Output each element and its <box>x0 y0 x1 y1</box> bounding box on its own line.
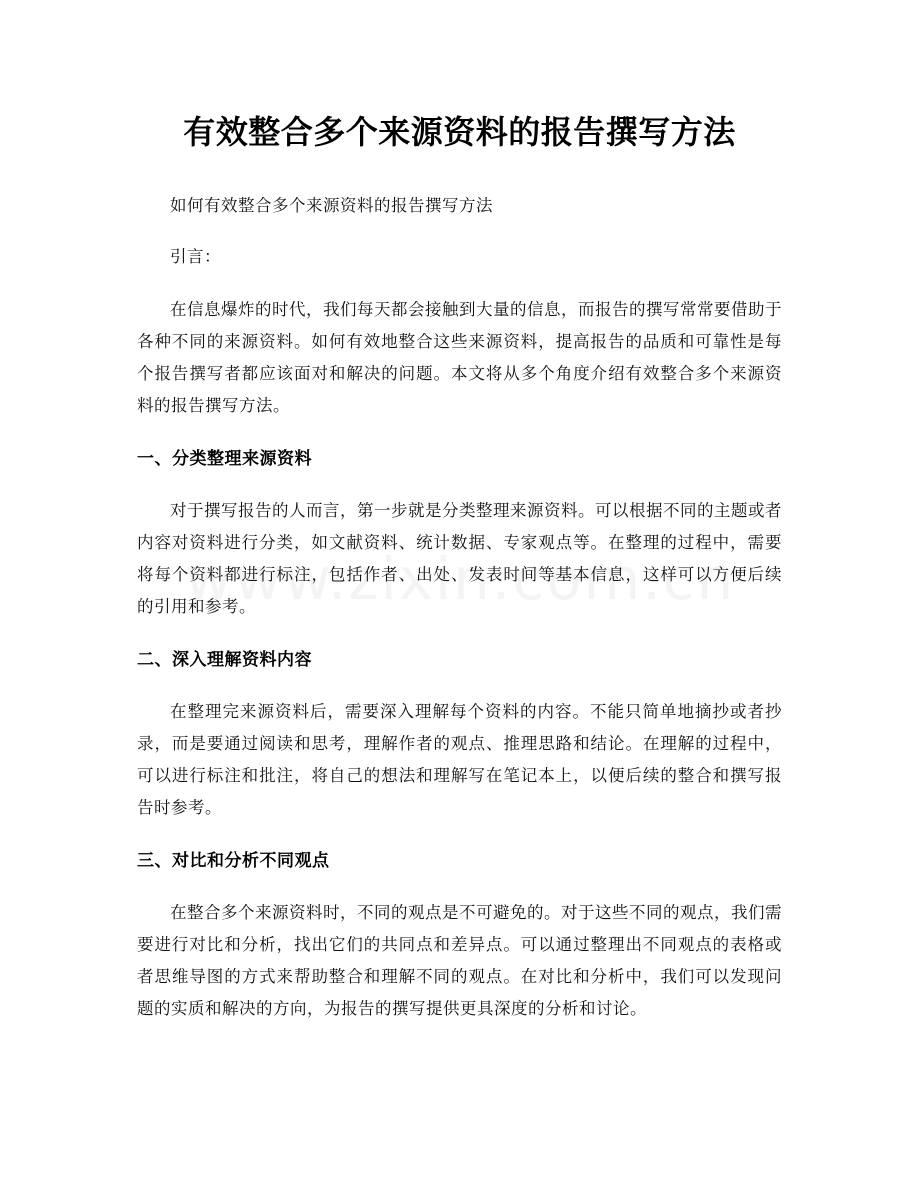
document-title: 有效整合多个来源资料的报告撰写方法 <box>183 113 736 151</box>
document-subtitle: 如何有效整合多个来源资料的报告撰写方法 <box>170 196 493 215</box>
section-paragraph-1: 对于撰写报告的人而言，第一步就是分类整理来源资料。可以根据不同的主题或者内容对资料进行分类，如文献资料、统计数据、专家观点等。在整理的过程中，需要将每个资料都进行标注，包括作者、出处、发表时间等基本信息，这样可以方便后续的引用和参考。 <box>137 501 782 616</box>
section-paragraph-3: 在整合多个来源资料时，不同的观点是不可避免的。对于这些不同的观点，我们需要进行对比和分析，找出它们的共同点和差异点。可以通过整理出不同观点的表格或者思维导图的方式来帮助整合和理解不同的观点。在对比和分析中，我们可以发现问题的实质和解决的方向，为报告的撰写提供更具深度的分析和讨论。 <box>137 903 782 1018</box>
section-heading-2: 二、深入理解资料内容 <box>137 650 312 670</box>
intro-label: 引言： <box>170 247 221 266</box>
section-heading-3: 三、对比和分析不同观点 <box>137 851 330 871</box>
section-heading-1: 一、分类整理来源资料 <box>137 449 312 469</box>
intro-paragraph: 在信息爆炸的时代，我们每天都会接触到大量的信息，而报告的撰写常常要借助于各种不同的来源资料。如何有效地整合这些来源资料，提高报告的品质和可靠性是每个报告撰写者都应该面对和解决的问题。本文将从多个角度介绍有效整合多个来源资料的报告撰写方法。 <box>137 300 782 415</box>
section-paragraph-2: 在整理完来源资料后，需要深入理解每个资料的内容。不能只简单地摘抄或者抄录，而是要通过阅读和思考，理解作者的观点、推理思路和结论。在理解的过程中，可以进行标注和批注，将自己的想法和理解写在笔记本上，以便后续的整合和撰写报告时参考。 <box>137 702 782 817</box>
